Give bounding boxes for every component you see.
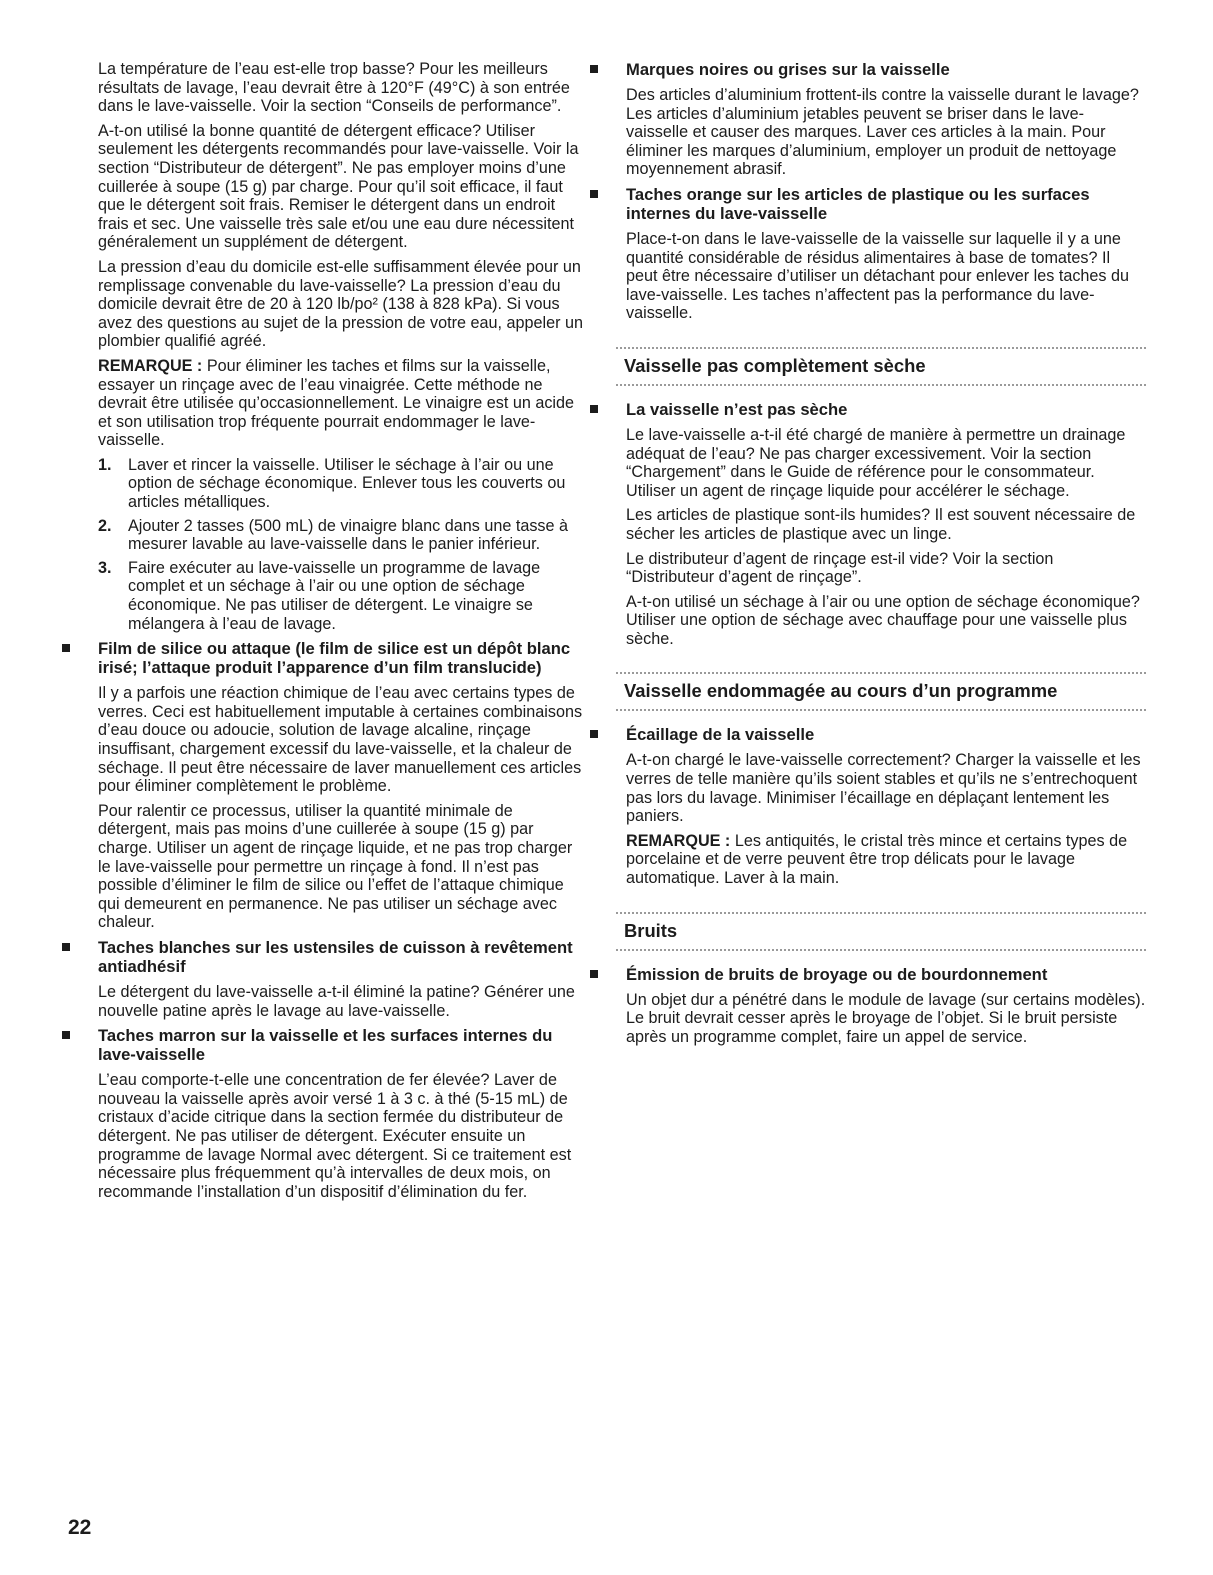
bullet-heading: Film de silice ou attaque (le film de silice est un dépôt blanc irisé; l’attaque produit l’apparence d’un film translucide) xyxy=(98,639,571,678)
paragraph: Un objet dur a pénétré dans le module de lavage (sur certains modèles). Le bruit devrait cesser après le broyage de l’objet. Si le bruit persiste après un programme complet, faire un appel de service. xyxy=(626,990,1146,1046)
bullet-item xyxy=(626,185,1146,323)
bullet-item xyxy=(626,400,1146,649)
page-number: 22 xyxy=(68,1516,92,1539)
square-bullet-icon xyxy=(590,65,598,73)
bullet-heading: La vaisselle n’est pas sèche xyxy=(626,399,848,419)
remarque-label: REMARQUE : xyxy=(98,356,203,375)
square-bullet-icon xyxy=(590,730,598,738)
list-item xyxy=(98,517,588,554)
list-item xyxy=(98,456,588,512)
paragraph: Il y a parfois une réaction chimique de l’eau avec certains types de verres. Ceci est habituellement imputable à certaines combinaisons d’eau douce ou adoucie, solution de lavage alcaline, rinçage insuffisant, chargement excessif du lave-vaisselle, et la chaleur de séchage. Il peut être nécessaire de laver manuellement ces articles pour éliminer complètement le problème. xyxy=(98,684,583,796)
step-text: Ajouter 2 tasses (500 mL) de vinaigre blanc dans une tasse à mesurer lavable au lave-vaisselle dans le panier inférieur. xyxy=(128,516,569,554)
step-number: 2. xyxy=(98,516,112,535)
square-bullet-icon xyxy=(590,970,598,978)
square-bullet-icon xyxy=(590,405,598,413)
remarque-label: REMARQUE : xyxy=(626,831,731,850)
paragraph: Le distributeur d’agent de rinçage est-il vide? Voir la section “Distributeur d’agent de rinçage”. xyxy=(626,549,1054,587)
bullet-item xyxy=(626,965,1146,1047)
paragraph: A-t-on utilisé la bonne quantité de détergent efficace? Utiliser seulement les détergents recommandés pour lave-vaisselle. Voir la section “Distributeur de détergent”. Ne pas employer moins d’une cuillerée à soupe (15 g) par charge. Pour qu’il soit efficace, il faut que le détergent soit frais. Remiser le détergent dans un endroit frais et sec. Une vaisselle très sale et/ou une eau dure nécessitent généralement un supplément de détergent. xyxy=(98,121,579,252)
bullet-heading: Marques noires ou grises sur la vaisselle xyxy=(626,60,950,79)
step-number: 1. xyxy=(98,455,112,474)
paragraph: L’eau comporte-t-elle une concentration de fer élevée? Laver de nouveau la vaisselle après avoir versé 1 à 3 c. à thé (5-15 mL) de cristaux d’acide citrique dans la section fermée du distributeur de détergent. Ne pas utiliser de détergent. Exécuter ensuite un programme de lavage Normal avec détergent. Si ce traitement est nécessaire plus fréquemment qu’à intervalles de deux mois, on recommande l’installation d’un dispositif d’élimination du fer. xyxy=(98,1071,572,1201)
step-number: 3. xyxy=(98,558,112,577)
bullet-heading: Taches orange sur les articles de plastique ou les surfaces internes du lave-vaisselle xyxy=(626,184,1090,223)
paragraph: A-t-on chargé le lave-vaisselle correctement? Charger la vaisselle et les verres de telle manière qu’ils soient stables et qu’ils ne s’entrechoquent pas lors du lavage. Minimiser l’écaillage en déplaçant lentement les paniers. xyxy=(626,751,1141,826)
list-item xyxy=(98,559,588,633)
bullet-item xyxy=(98,639,588,932)
paragraph: La pression d’eau du domicile est-elle suffisamment élevée pour un remplissage convenable du lave-vaisselle? La pression d’eau du domicile devrait être de 20 à 120 lb/po² (138 à 828 kPa). Si vous avez des questions au sujet de la pression de votre eau, appeler un plombier qualifié agréé. xyxy=(98,257,584,351)
paragraph: La température de l’eau est-elle trop basse? Pour les meilleurs résultats de lavage, l’eau devrait être à 120°F (49°C) à son entrée dans le lave-vaisselle. Voir la section “Conseils de performance”. xyxy=(98,60,570,116)
section-header xyxy=(616,347,1146,386)
bullet-item xyxy=(98,1026,588,1201)
remarque-text: Pour éliminer les taches et films sur la vaisselle, essayer un rinçage avec de l’eau vinaigrée. Cette méthode ne devrait être utilisée qu’occasionnellement. Le vinaigre est un acide et son utilisation trop fréquente pourrait endommager le lave-vaisselle. xyxy=(98,356,575,450)
step-text: Laver et rincer la vaisselle. Utiliser le séchage à l’air ou une option de séchage économique. Enlever tous les couverts ou articles métalliques. xyxy=(128,455,566,512)
section-title: Vaisselle endommagée au cours d’un programme xyxy=(624,680,1058,702)
paragraph: Place-t-on dans le lave-vaisselle de la vaisselle sur laquelle il y a une quantité considérable de résidus alimentaires à base de tomates? Il peut être nécessaire d’utiliser un détachant pour enlever les taches du lave-vaisselle. Les taches n’affectent pas la performance du lave-vaisselle. xyxy=(626,229,1130,323)
square-bullet-icon xyxy=(62,644,70,652)
section-header xyxy=(616,912,1146,951)
bullet-heading: Taches marron sur la vaisselle et les surfaces internes du lave-vaisselle xyxy=(98,1026,553,1065)
section-title: Bruits xyxy=(624,919,678,941)
bullet-item xyxy=(98,938,588,1020)
bullet-heading: Taches blanches sur les ustensiles de cuisson à revêtement antiadhésif xyxy=(98,937,573,976)
section-title: Vaisselle pas complètement sèche xyxy=(624,354,926,376)
paragraph: Le détergent du lave-vaisselle a-t-il éliminé la patine? Générer une nouvelle patine après le lavage au lave-vaisselle. xyxy=(98,982,575,1020)
paragraph: Pour ralentir ce processus, utiliser la quantité minimale de détergent, mais pas moins d’une cuillerée à soupe (15 g) par charge. Utiliser un agent de rinçage liquide, et ne pas trop charger le lave-vaisselle pour permettre un rinçage à fond. Il n’est pas possible d’éliminer le film de silice ou l’effet de l’attaque chimique qui demeurent en permanence. Ne pas utiliser un séchage avec chaleur. xyxy=(98,801,573,932)
square-bullet-icon xyxy=(62,943,70,951)
paragraph: A-t-on utilisé un séchage à l’air ou une option de séchage économique? Utiliser une option de séchage avec chauffage pour une vaisselle plus sèche. xyxy=(626,592,1140,648)
bullet-heading: Écaillage de la vaisselle xyxy=(626,725,815,745)
right-column xyxy=(626,60,1146,1052)
paragraph: Des articles d’aluminium frottent-ils contre la vaisselle durant le lavage? Les articles d’aluminium jetables peuvent se briser dans le lave-vaisselle et causer des marques. Laver ces articles à la main. Pour éliminer les marques d’aluminium, employer un produit de nettoyage moyennement abrasif. xyxy=(626,86,1139,179)
bullet-item xyxy=(626,725,1146,887)
bullet-heading: Émission de bruits de broyage ou de bourdonnement xyxy=(626,964,1048,984)
square-bullet-icon xyxy=(590,190,598,198)
bullet-item xyxy=(626,60,1146,179)
step-text: Faire exécuter au lave-vaisselle un programme de lavage complet et un séchage à l’air ou une option de séchage économique. Ne pas utiliser de détergent. Le vinaigre se mélangera à l’eau de lavage. xyxy=(128,558,541,633)
left-column xyxy=(98,60,588,1207)
paragraph: Le lave-vaisselle a-t-il été chargé de manière à permettre un drainage adéquat de l’eau? Ne pas charger excessivement. Voir la section “Chargement” dans le Guide de référence pour le consommateur. Utiliser un agent de rinçage liquide pour accélérer le séchage. xyxy=(626,425,1126,500)
square-bullet-icon xyxy=(62,1031,70,1039)
remarque-note xyxy=(98,357,588,450)
remarque-note xyxy=(626,832,1146,888)
section-header xyxy=(616,672,1146,711)
remarque-text: Les antiquités, le cristal très mince et certains types de porcelaine et de verre peuvent être trop délicats pour le lavage automatique. Laver à la main. xyxy=(626,831,1128,888)
vinegar-steps-list xyxy=(98,456,588,633)
paragraph: Les articles de plastique sont-ils humides? Il est souvent nécessaire de sécher les articles de plastique avec un linge. xyxy=(626,506,1136,543)
